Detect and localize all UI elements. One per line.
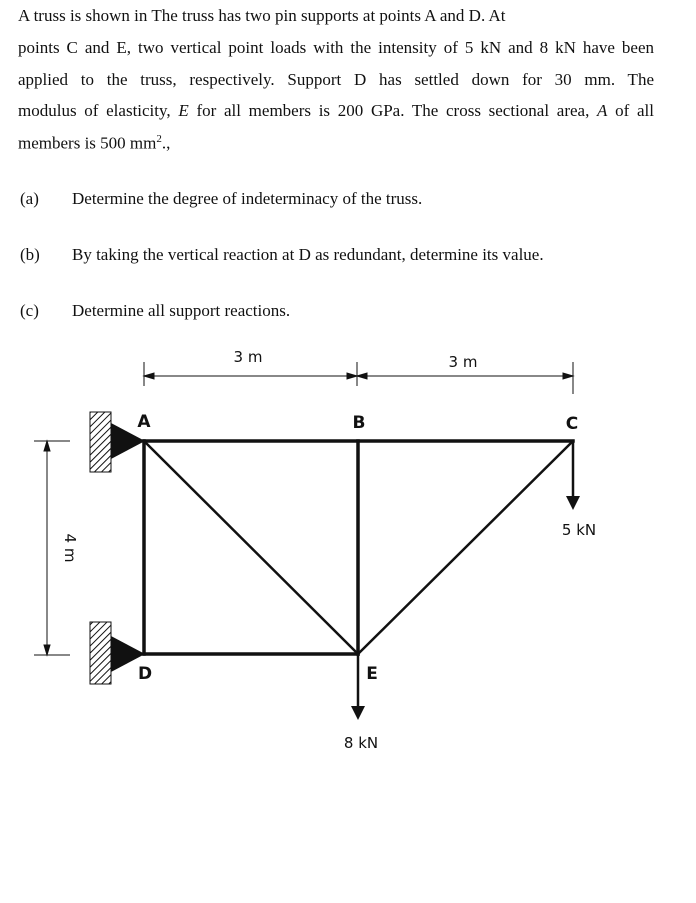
- question-b-text: By taking the vertical reaction at D as redundant, determine its value.: [72, 245, 544, 264]
- intro-text: .,: [161, 133, 171, 153]
- intro-line-1: A truss is shown in The truss has two pin supports at points A and D. At: [18, 6, 506, 25]
- load-label-c: 5 kN: [561, 521, 597, 539]
- symbol-e: E: [178, 101, 189, 120]
- intro-line-2: points C and E, two vertical point loads with the intensity of 5 kN and 8 kN have been: [18, 38, 654, 57]
- node-label-d: D: [137, 664, 153, 684]
- intro-text: members is 500 mm: [18, 133, 157, 153]
- dim-arrow: [44, 441, 50, 451]
- node-label-e: E: [366, 664, 378, 684]
- node-label-b: B: [352, 413, 366, 433]
- member-ce: [358, 441, 573, 654]
- intro-line-3: applied to the truss, respectively. Support D has settled down for 30 mm. The: [18, 70, 654, 89]
- intro-text: modulus of elasticity,: [18, 101, 179, 120]
- superscript: 2: [156, 133, 162, 145]
- intro-text: for all members is 200 GPa. The cross sectional area,: [188, 101, 598, 120]
- dim-arrow: [44, 645, 50, 655]
- node-label-a: A: [137, 412, 151, 432]
- dim-arrow: [563, 373, 573, 379]
- dimension-label-height: 4 m: [61, 533, 79, 563]
- intro-text: of all: [607, 101, 654, 120]
- question-b-label: (b): [20, 245, 40, 264]
- dim-arrow: [144, 373, 154, 379]
- pin-support-d: [90, 622, 145, 684]
- load-arrow-c: [566, 441, 580, 510]
- load-arrow-e: [351, 654, 365, 720]
- node-label-c: C: [565, 414, 579, 434]
- dimension-top: [144, 362, 573, 394]
- question-a-label: (a): [20, 189, 39, 208]
- question-c-text: Determine all support reactions.: [72, 301, 291, 320]
- dimension-label-ab: 3 m: [233, 348, 263, 366]
- symbol-a: A: [597, 101, 608, 120]
- member-ae: [144, 441, 358, 654]
- truss-members: [144, 441, 573, 654]
- question-a-text: Determine the degree of indeterminacy of the truss.: [72, 189, 423, 208]
- dimension-label-bc: 3 m: [448, 353, 478, 371]
- load-label-e: 8 kN: [343, 734, 379, 752]
- dim-arrow: [357, 373, 367, 379]
- question-c-label: (c): [20, 301, 39, 320]
